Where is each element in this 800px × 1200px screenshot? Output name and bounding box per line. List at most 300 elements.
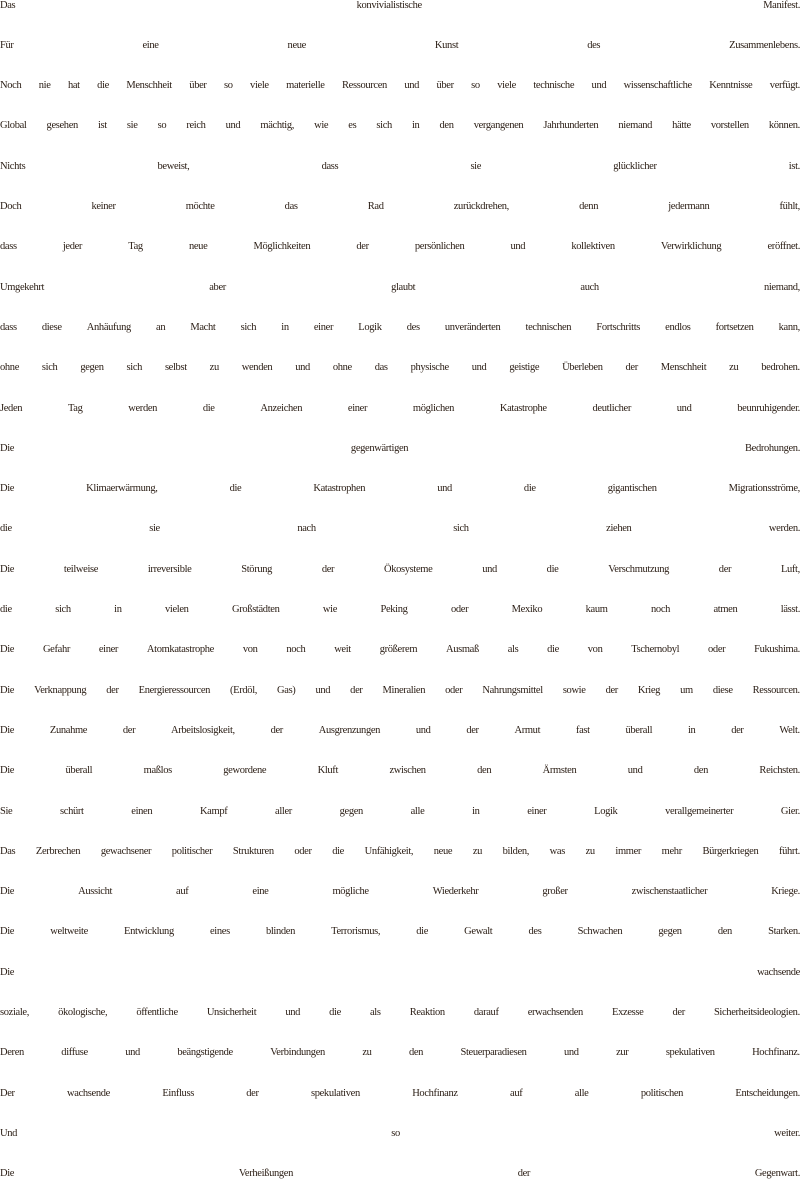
word: vielen (165, 604, 189, 615)
word: kaum (585, 604, 608, 615)
word: politischen (640, 1087, 684, 1099)
word: zu (472, 845, 483, 857)
word: noch (286, 644, 306, 656)
word: Die (0, 563, 15, 575)
word: führt. (778, 845, 800, 857)
word: Entwicklung (124, 926, 174, 938)
word: teilweise (63, 563, 99, 575)
word: beunruhigender. (737, 402, 800, 414)
word: vergangenen (473, 120, 524, 132)
word: Verschmutzung (608, 563, 670, 575)
word: Und (0, 1127, 18, 1139)
word: Kluft (317, 765, 339, 777)
word: Armut (514, 724, 541, 736)
text-line (0, 358, 800, 378)
word: Die (0, 442, 15, 454)
word: materielle (286, 80, 325, 92)
word: Logik (358, 321, 382, 333)
word: werden. (768, 523, 800, 535)
word: in (114, 604, 122, 615)
word: weltweite (50, 926, 88, 938)
word: Macht (190, 321, 216, 333)
word: öffentliche (136, 1007, 178, 1018)
word: zu (585, 845, 595, 857)
word: wenden (241, 362, 273, 374)
word: niemand (618, 120, 653, 132)
word: sich (453, 523, 469, 535)
word: spekulativen (665, 1047, 715, 1059)
word: physische (410, 362, 449, 374)
word: Für (0, 39, 14, 51)
word: überall (625, 724, 653, 736)
word: immer (615, 845, 642, 857)
word: mächtig, (260, 120, 295, 132)
word: überall (65, 765, 93, 777)
word: Katastrophen (313, 483, 366, 495)
word: Noch (0, 80, 22, 92)
text-line (0, 559, 800, 579)
word: und (591, 80, 607, 92)
word: noch (651, 604, 671, 615)
word: diese (41, 321, 62, 333)
word: irreversible (147, 563, 192, 575)
word: Die (0, 644, 15, 656)
word: und (415, 724, 431, 736)
word: konvivialistische (356, 0, 422, 11)
word: darauf (473, 1007, 499, 1018)
word: sie (149, 523, 160, 535)
text-line (0, 922, 800, 942)
word: Steuerparadiesen (460, 1047, 527, 1059)
word: sich (41, 362, 58, 374)
text-line (0, 398, 800, 418)
word: gegen (339, 805, 363, 817)
word: Krieg (637, 684, 661, 696)
word: eines (209, 926, 230, 938)
word: und (125, 1047, 140, 1059)
word: technische (533, 80, 575, 92)
word: so (471, 80, 480, 92)
word: Migrationsströme, (728, 483, 800, 495)
word: viele (497, 80, 516, 92)
word: Gegenwart. (754, 1168, 800, 1180)
word: zwischen (389, 765, 426, 777)
word: einer (527, 805, 547, 817)
word: und (563, 1047, 579, 1059)
text-line (0, 680, 800, 700)
word: dass (0, 241, 17, 253)
word: des (528, 926, 542, 938)
word: Kunst (434, 39, 459, 51)
word: diese (712, 684, 733, 696)
word: auf (176, 886, 189, 898)
word: sie (470, 160, 482, 172)
word: zu (362, 1047, 372, 1059)
word: Anhäufung (86, 321, 131, 333)
word: Strukturen (232, 845, 274, 857)
word: Die (0, 886, 15, 898)
word: Deren (0, 1047, 24, 1059)
word: so (391, 1127, 400, 1139)
text-line (0, 0, 800, 15)
word: Tschernobyl (631, 644, 680, 656)
word: sich (126, 362, 143, 374)
word: wie (322, 604, 338, 615)
word: auf (510, 1087, 523, 1099)
word: in (472, 805, 480, 817)
word: Unsicherheit (206, 1007, 257, 1018)
word: auch (580, 281, 599, 293)
word: (Erdöl, (230, 684, 258, 696)
word: neue (188, 241, 208, 253)
word: gewachsener (100, 845, 152, 857)
word: in (411, 120, 420, 132)
word: Die (0, 1168, 15, 1180)
text-line (0, 438, 800, 458)
text-line (0, 76, 800, 96)
word: was (549, 845, 565, 857)
word: und (510, 241, 526, 253)
word: ohne (0, 362, 20, 374)
word: bedrohen. (761, 362, 800, 374)
word: oder (450, 604, 469, 615)
word: deutlicher (592, 402, 631, 414)
word: persönlichen (414, 241, 465, 253)
word: Umgekehrt (0, 281, 45, 293)
word: größerem (379, 644, 418, 656)
word: Arbeitslosigkeit, (171, 724, 235, 736)
word: Mexiko (511, 604, 543, 615)
text-line (0, 479, 800, 499)
word: geistige (509, 362, 540, 374)
word: und (225, 120, 241, 132)
word: Verheißungen (238, 1168, 293, 1180)
word: unveränderten (444, 321, 501, 333)
word: aller (275, 805, 292, 817)
word: die (0, 604, 12, 615)
word: Tag (128, 241, 143, 253)
word: und (627, 765, 643, 777)
word: hat (67, 80, 80, 92)
word: politischer (171, 845, 213, 857)
word: atmen (713, 604, 738, 615)
word: der (122, 724, 136, 736)
word: der (466, 724, 479, 736)
text-line (0, 962, 800, 982)
word: Das (0, 0, 16, 11)
word: Welt. (779, 724, 800, 736)
text-line (0, 1123, 800, 1143)
word: Ausmaß (445, 644, 479, 656)
word: die (416, 926, 429, 938)
word: Gewalt (464, 926, 493, 938)
text-line (0, 277, 800, 297)
word: die (329, 1007, 341, 1018)
word: von (587, 644, 603, 656)
text-line (0, 1083, 800, 1103)
word: ist (97, 120, 107, 132)
word: Hochfinanz (412, 1087, 458, 1099)
word: oder (445, 684, 463, 696)
word: Manifest. (763, 0, 800, 11)
word: Fortschritts (596, 321, 640, 333)
word: Kriege. (771, 886, 800, 898)
word: gegen (658, 926, 682, 938)
word: und (482, 563, 497, 575)
word: Die (0, 926, 15, 938)
word: keiner (91, 201, 116, 212)
word: Doch (0, 201, 22, 212)
word: verallgemeinerter (665, 805, 734, 817)
word: Zerbrechen (35, 845, 81, 857)
word: um (680, 684, 693, 696)
word: den (439, 120, 454, 132)
word: zu (209, 362, 219, 374)
text-line (0, 519, 800, 539)
word: fortsetzen (715, 321, 754, 333)
word: der (605, 684, 618, 696)
word: gegenwärtigen (350, 442, 409, 454)
word: den (693, 765, 709, 777)
word: gesehen (46, 120, 78, 132)
word: Rad (367, 201, 384, 212)
word: der (356, 241, 369, 253)
word: lässt. (780, 604, 800, 615)
word: Terrorismus, (331, 926, 381, 938)
word: jeder (62, 241, 83, 253)
word: Klimaerwärmung, (86, 483, 158, 495)
word: mögliche (332, 886, 369, 898)
word: gewordene (223, 765, 267, 777)
word: der (106, 684, 119, 696)
word: Verbindungen (270, 1047, 325, 1059)
word: der (625, 362, 638, 374)
word: Überleben (562, 362, 603, 374)
word: Die (0, 966, 15, 978)
text-line (0, 237, 800, 257)
text-line (0, 35, 800, 55)
word: einer (98, 644, 119, 656)
word: über (436, 80, 454, 92)
word: mehr (661, 845, 682, 857)
word: Menschheit (126, 80, 172, 92)
word: den (408, 1047, 424, 1059)
word: eröffnet. (767, 241, 800, 253)
word: bilden, (502, 845, 530, 857)
word: alle (574, 1087, 589, 1099)
word: Ärmsten (542, 765, 577, 777)
word: blinden (265, 926, 295, 938)
text-line (0, 841, 800, 861)
word: einer (347, 402, 368, 414)
word: niemand, (763, 281, 800, 293)
word: oder (294, 845, 312, 857)
word: Großstädten (232, 604, 280, 615)
word: Verwirklichung (660, 241, 722, 253)
word: Die (0, 765, 15, 777)
word: und (285, 1007, 301, 1018)
word: Atomkatastrophe (146, 644, 214, 656)
word: vorstellen (710, 120, 749, 132)
word: fast (575, 724, 590, 736)
word: neue (287, 39, 306, 51)
word: die (547, 644, 559, 656)
word: Zusammenlebens. (729, 39, 800, 51)
word: Sicherheitsideologien. (713, 1007, 800, 1018)
word: Exzesse (612, 1007, 644, 1018)
word: Katastrophe (499, 402, 547, 414)
word: endlos (665, 321, 691, 333)
word: wachsende (757, 966, 800, 978)
word: an (156, 321, 166, 333)
word: dass (321, 160, 339, 172)
word: oder (708, 644, 726, 656)
text-line (0, 600, 800, 620)
word: Die (0, 483, 15, 495)
text-line (0, 801, 800, 821)
word: Unfähigkeit, (364, 845, 414, 857)
word: gigantischen (607, 483, 657, 495)
text-line (0, 1003, 800, 1023)
word: Nahrungsmittel (482, 684, 543, 696)
word: den (717, 926, 732, 938)
word: gegen (80, 362, 104, 374)
word: es (348, 120, 357, 132)
word: einen (131, 805, 153, 817)
word: das (374, 362, 388, 374)
word: kollektiven (571, 241, 615, 253)
word: nie (38, 80, 51, 92)
word: als (370, 1007, 381, 1018)
word: in (281, 321, 289, 333)
word: Logik (594, 805, 618, 817)
word: von (242, 644, 258, 656)
word: so (157, 120, 167, 132)
word: Entscheidungen. (735, 1087, 800, 1099)
word: maßlos (143, 765, 172, 777)
word: der (321, 563, 335, 575)
word: Gefahr (42, 644, 70, 656)
word: selbst (164, 362, 187, 374)
word: und (437, 483, 452, 495)
word: Tag (67, 402, 83, 414)
word: Einfluss (162, 1087, 194, 1099)
word: Aussicht (78, 886, 113, 898)
word: Nichts (0, 160, 26, 172)
word: kann, (778, 321, 800, 333)
word: glaubt (391, 281, 416, 293)
word: Reichsten. (759, 765, 800, 777)
word: der (270, 724, 283, 736)
word: zwischenstaatlicher (631, 886, 708, 898)
word: wie (314, 120, 329, 132)
word: der (731, 724, 744, 736)
word: Energieressourcen (138, 684, 211, 696)
word: wachsende (67, 1087, 110, 1099)
word: Das (0, 845, 16, 857)
word: diffuse (61, 1047, 88, 1059)
word: die (97, 80, 109, 92)
word: Jahrhunderten (543, 120, 599, 132)
word: Peking (380, 604, 408, 615)
word: schürt (60, 805, 84, 817)
word: sowie (562, 684, 586, 696)
text-line (0, 720, 800, 740)
word: Bürgerkriegen (702, 845, 759, 857)
word: Zunahme (49, 724, 88, 736)
word: großer (542, 886, 568, 898)
word: über (189, 80, 207, 92)
word: Möglichkeiten (253, 241, 311, 253)
word: technischen (525, 321, 572, 333)
word: Global (0, 120, 27, 132)
word: in (687, 724, 696, 736)
word: Anzeichen (260, 402, 303, 414)
word: können. (768, 120, 800, 132)
word: ziehen (606, 523, 632, 535)
word: der (672, 1007, 685, 1018)
word: sich (55, 604, 71, 615)
word: verfügt. (769, 80, 800, 92)
word: die (0, 523, 12, 535)
word: Ökosysteme (383, 563, 433, 575)
word: soziale, (0, 1007, 29, 1018)
word: Ressourcen (342, 80, 387, 92)
text-line (0, 116, 800, 136)
word: viele (250, 80, 269, 92)
text-line (0, 156, 800, 176)
word: als (507, 644, 519, 656)
word: beängstigende (177, 1047, 233, 1059)
word: Kampf (199, 805, 228, 817)
text-line (0, 1164, 800, 1184)
word: Starken. (768, 926, 800, 938)
word: dass (0, 321, 17, 333)
word: Jeden (0, 402, 23, 414)
word: den (477, 765, 492, 777)
word: Luft, (780, 563, 800, 575)
word: und (295, 362, 310, 374)
text-line (0, 882, 800, 902)
word: denn (579, 201, 599, 212)
word: aber (209, 281, 226, 293)
word: Sie (0, 805, 13, 817)
text-line (0, 197, 800, 217)
word: sie (126, 120, 138, 132)
word: jedermann (668, 201, 710, 212)
word: Hochfinanz. (752, 1047, 800, 1059)
word: erwachsenden (527, 1007, 583, 1018)
word: reich (186, 120, 206, 132)
word: der (350, 684, 363, 696)
word: und (315, 684, 331, 696)
word: und (404, 80, 420, 92)
word: nach (297, 523, 316, 535)
word: Der (0, 1087, 15, 1099)
word: und (471, 362, 487, 374)
word: sich (376, 120, 392, 132)
word: die (332, 845, 344, 857)
word: Gas) (277, 684, 296, 696)
word: ökologische, (58, 1007, 108, 1018)
word: und (676, 402, 692, 414)
word: der (718, 563, 732, 575)
text-line (0, 1043, 800, 1063)
word: Fukushima. (754, 644, 800, 656)
word: Wiederkehr (432, 886, 479, 898)
word: zur (616, 1047, 629, 1059)
word: die (202, 402, 215, 414)
